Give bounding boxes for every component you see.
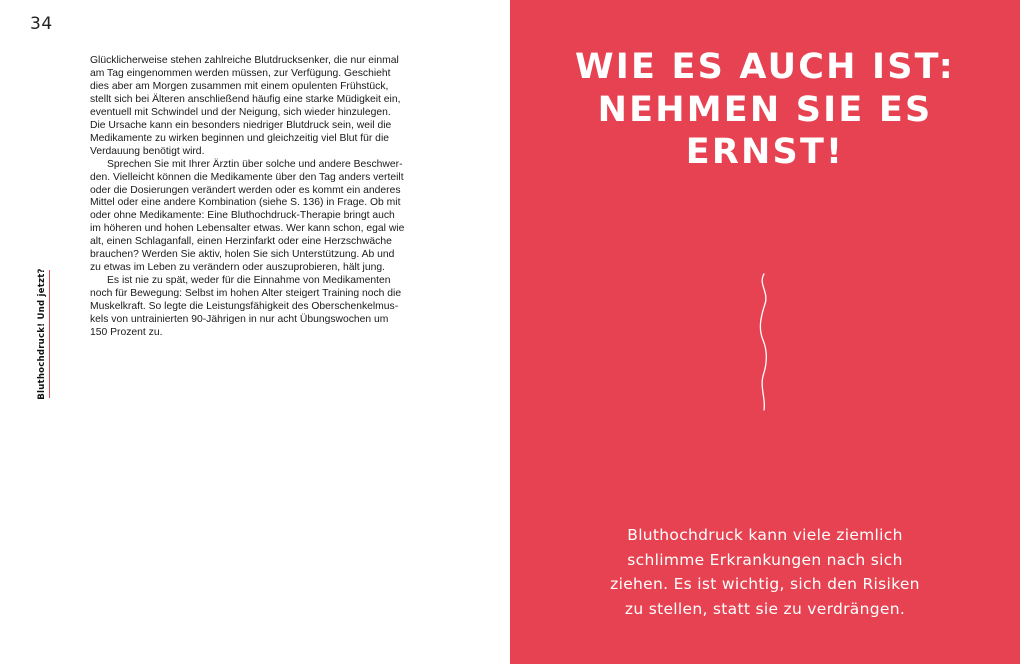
- body-line: Verdauung benötigt wird.: [90, 145, 205, 157]
- body-line: Die Ursache kann ein besonders niedriger Blutdruck sein, weil die: [90, 119, 392, 131]
- teaser-text: [590, 523, 940, 622]
- wavy-line-icon: [754, 272, 774, 412]
- body-line: am Tag eingenommen werden müssen, zur Verfügung. Geschieht: [90, 67, 391, 79]
- body-line: im höheren und hohen Lebensalter etwas. Wer kann schon, egal wie: [90, 223, 405, 235]
- headline-line: ERNST!: [685, 132, 845, 172]
- headline-line: NEHMEN SIE ES: [597, 89, 933, 130]
- teaser-line: Bluthochdruck kann viele ziemlich: [627, 526, 903, 544]
- body-line: zu etwas im Leben zu verändern oder auszuprobieren, hält jung.: [90, 262, 385, 274]
- right-page: [510, 0, 1020, 664]
- headline: [510, 46, 1020, 174]
- teaser-line: ziehen. Es ist wichtig, sich den Risiken: [610, 575, 920, 594]
- body-line: Medikamente zu wirken beginnen und gleichzeitig viel Blut für die: [90, 132, 389, 144]
- page-number: 34: [30, 14, 53, 34]
- headline-line: WIE ES AUCH IST:: [574, 47, 955, 87]
- body-line: dies aber am Morgen zusammen mit einem opulenten Frühstück,: [90, 80, 389, 92]
- paragraph-2: [90, 159, 421, 276]
- body-text: [90, 55, 421, 340]
- body-line: brauchen? Werden Sie aktiv, holen Sie sich Unterstützung. Ab und: [90, 249, 395, 261]
- body-line: Muskelkraft. So legte die Leistungsfähigkeit des Oberschenkelmus-: [90, 301, 399, 313]
- body-line: Mittel oder eine andere Kombination (siehe S. 136) in Frage. Ob mit: [90, 197, 401, 209]
- body-line: eventuell mit Schwindel und der Neigung, sich wieder hinzulegen.: [90, 106, 391, 118]
- body-line: oder ohne Medikamente: Eine Bluthochdruck-Therapie bringt auch: [90, 210, 395, 222]
- running-head-rule: [49, 270, 50, 398]
- teaser-line: zu stellen, statt sie zu verdrängen.: [624, 600, 906, 619]
- teaser-line: schlimme Erkrankungen nach sich: [627, 550, 903, 569]
- body-line: oder die Dosierungen verändert werden oder es kommt ein anderes: [90, 184, 401, 196]
- body-line: Glücklicherweise stehen zahlreiche Blutdrucksenker, die nur einmal: [90, 55, 399, 66]
- body-line: noch für Bewegung: Selbst im hohen Alter steigert Training noch die: [90, 288, 402, 300]
- running-head-text: Bluthochdruck! Und jetzt?: [37, 268, 47, 400]
- body-line: alt, einen Schlaganfall, einen Herzinfarkt oder eine Herzschwäche: [90, 236, 392, 248]
- running-head: [36, 270, 48, 398]
- body-line: den. Vielleicht können die Medikamente über den Tag anders verteilt: [90, 171, 404, 183]
- body-line: stellt sich bei Älteren anschließend häufig eine starke Müdigkeit ein,: [90, 93, 401, 105]
- paragraph-1: [90, 55, 421, 159]
- body-line: Es ist nie zu spät, weder für die Einnahme von Medikamenten: [107, 275, 391, 287]
- body-line: kels von untrainierten 90-Jährigen in nur acht Übungswochen um: [90, 314, 389, 326]
- paragraph-3: [90, 275, 421, 340]
- body-line: Sprechen Sie mit Ihrer Ärztin über solche und andere Beschwer-: [107, 158, 403, 170]
- body-line: 150 Prozent zu.: [90, 327, 163, 339]
